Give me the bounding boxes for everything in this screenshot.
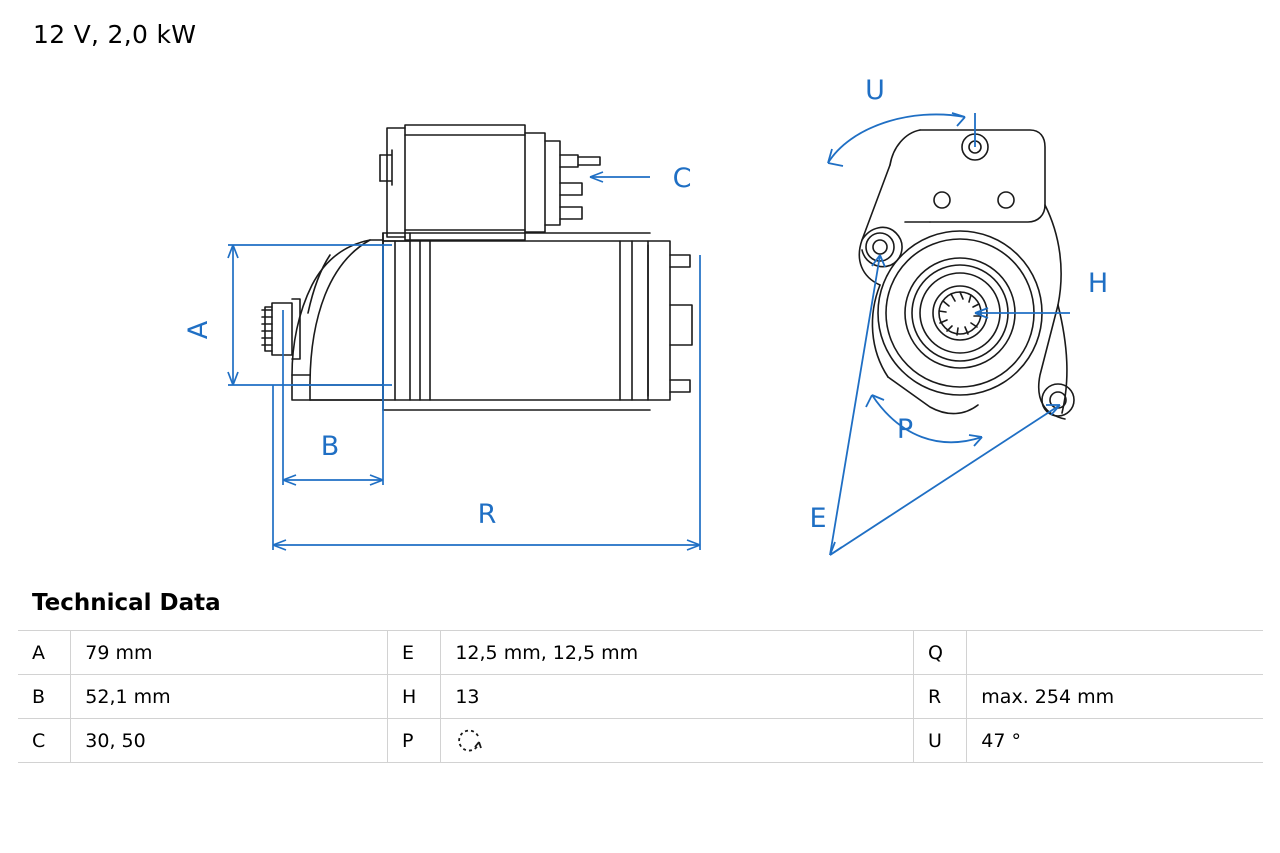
- row-value-b: 52,1 mm: [71, 675, 388, 719]
- dimension-lines-left: [228, 172, 700, 550]
- table-row: [18, 675, 1263, 719]
- row-key-u: U: [914, 719, 967, 763]
- pinion-gear: [262, 299, 300, 359]
- annotations-right: [828, 113, 1070, 555]
- row-value-a: 79 mm: [71, 631, 388, 675]
- row-value-e: 12,5 mm, 12,5 mm: [441, 631, 914, 675]
- technical-data-heading: Technical Data: [32, 590, 221, 616]
- row-key-q: Q: [914, 631, 967, 675]
- row-key-b: B: [18, 675, 71, 719]
- row-key-h: H: [388, 675, 441, 719]
- rotation-direction-icon: [455, 726, 485, 756]
- dimension-labels-left: [183, 163, 691, 530]
- dimension-labels-right: [809, 75, 1108, 534]
- row-key-a: A: [18, 631, 71, 675]
- flange-front-view: [838, 130, 1074, 419]
- row-key-e: E: [388, 631, 441, 675]
- label-R: R: [477, 499, 497, 530]
- label-P: P: [896, 414, 914, 445]
- motor-body: [383, 233, 692, 410]
- technical-data-table: [18, 630, 1263, 763]
- row-value-q: [967, 631, 1263, 675]
- row-key-r: R: [914, 675, 967, 719]
- solenoid-body: [380, 125, 600, 240]
- drive-end-housing: [292, 240, 383, 400]
- label-H: H: [1087, 268, 1109, 299]
- page-title: 12 V, 2,0 kW: [33, 20, 197, 49]
- row-value-r: max. 254 mm: [967, 675, 1263, 719]
- row-value-c: 30, 50: [71, 719, 388, 763]
- label-A: A: [183, 320, 214, 340]
- table-row: [18, 719, 1263, 763]
- table-row: [18, 631, 1263, 675]
- label-B: B: [320, 431, 340, 462]
- row-key-p: P: [388, 719, 441, 763]
- technical-drawing: [0, 55, 1280, 575]
- label-E: E: [809, 503, 827, 534]
- row-value-u: 47 °: [967, 719, 1263, 763]
- row-value-h: 13: [441, 675, 914, 719]
- label-C: C: [672, 163, 692, 194]
- row-key-c: C: [18, 719, 71, 763]
- label-U: U: [865, 75, 885, 106]
- row-value-p: [441, 719, 914, 763]
